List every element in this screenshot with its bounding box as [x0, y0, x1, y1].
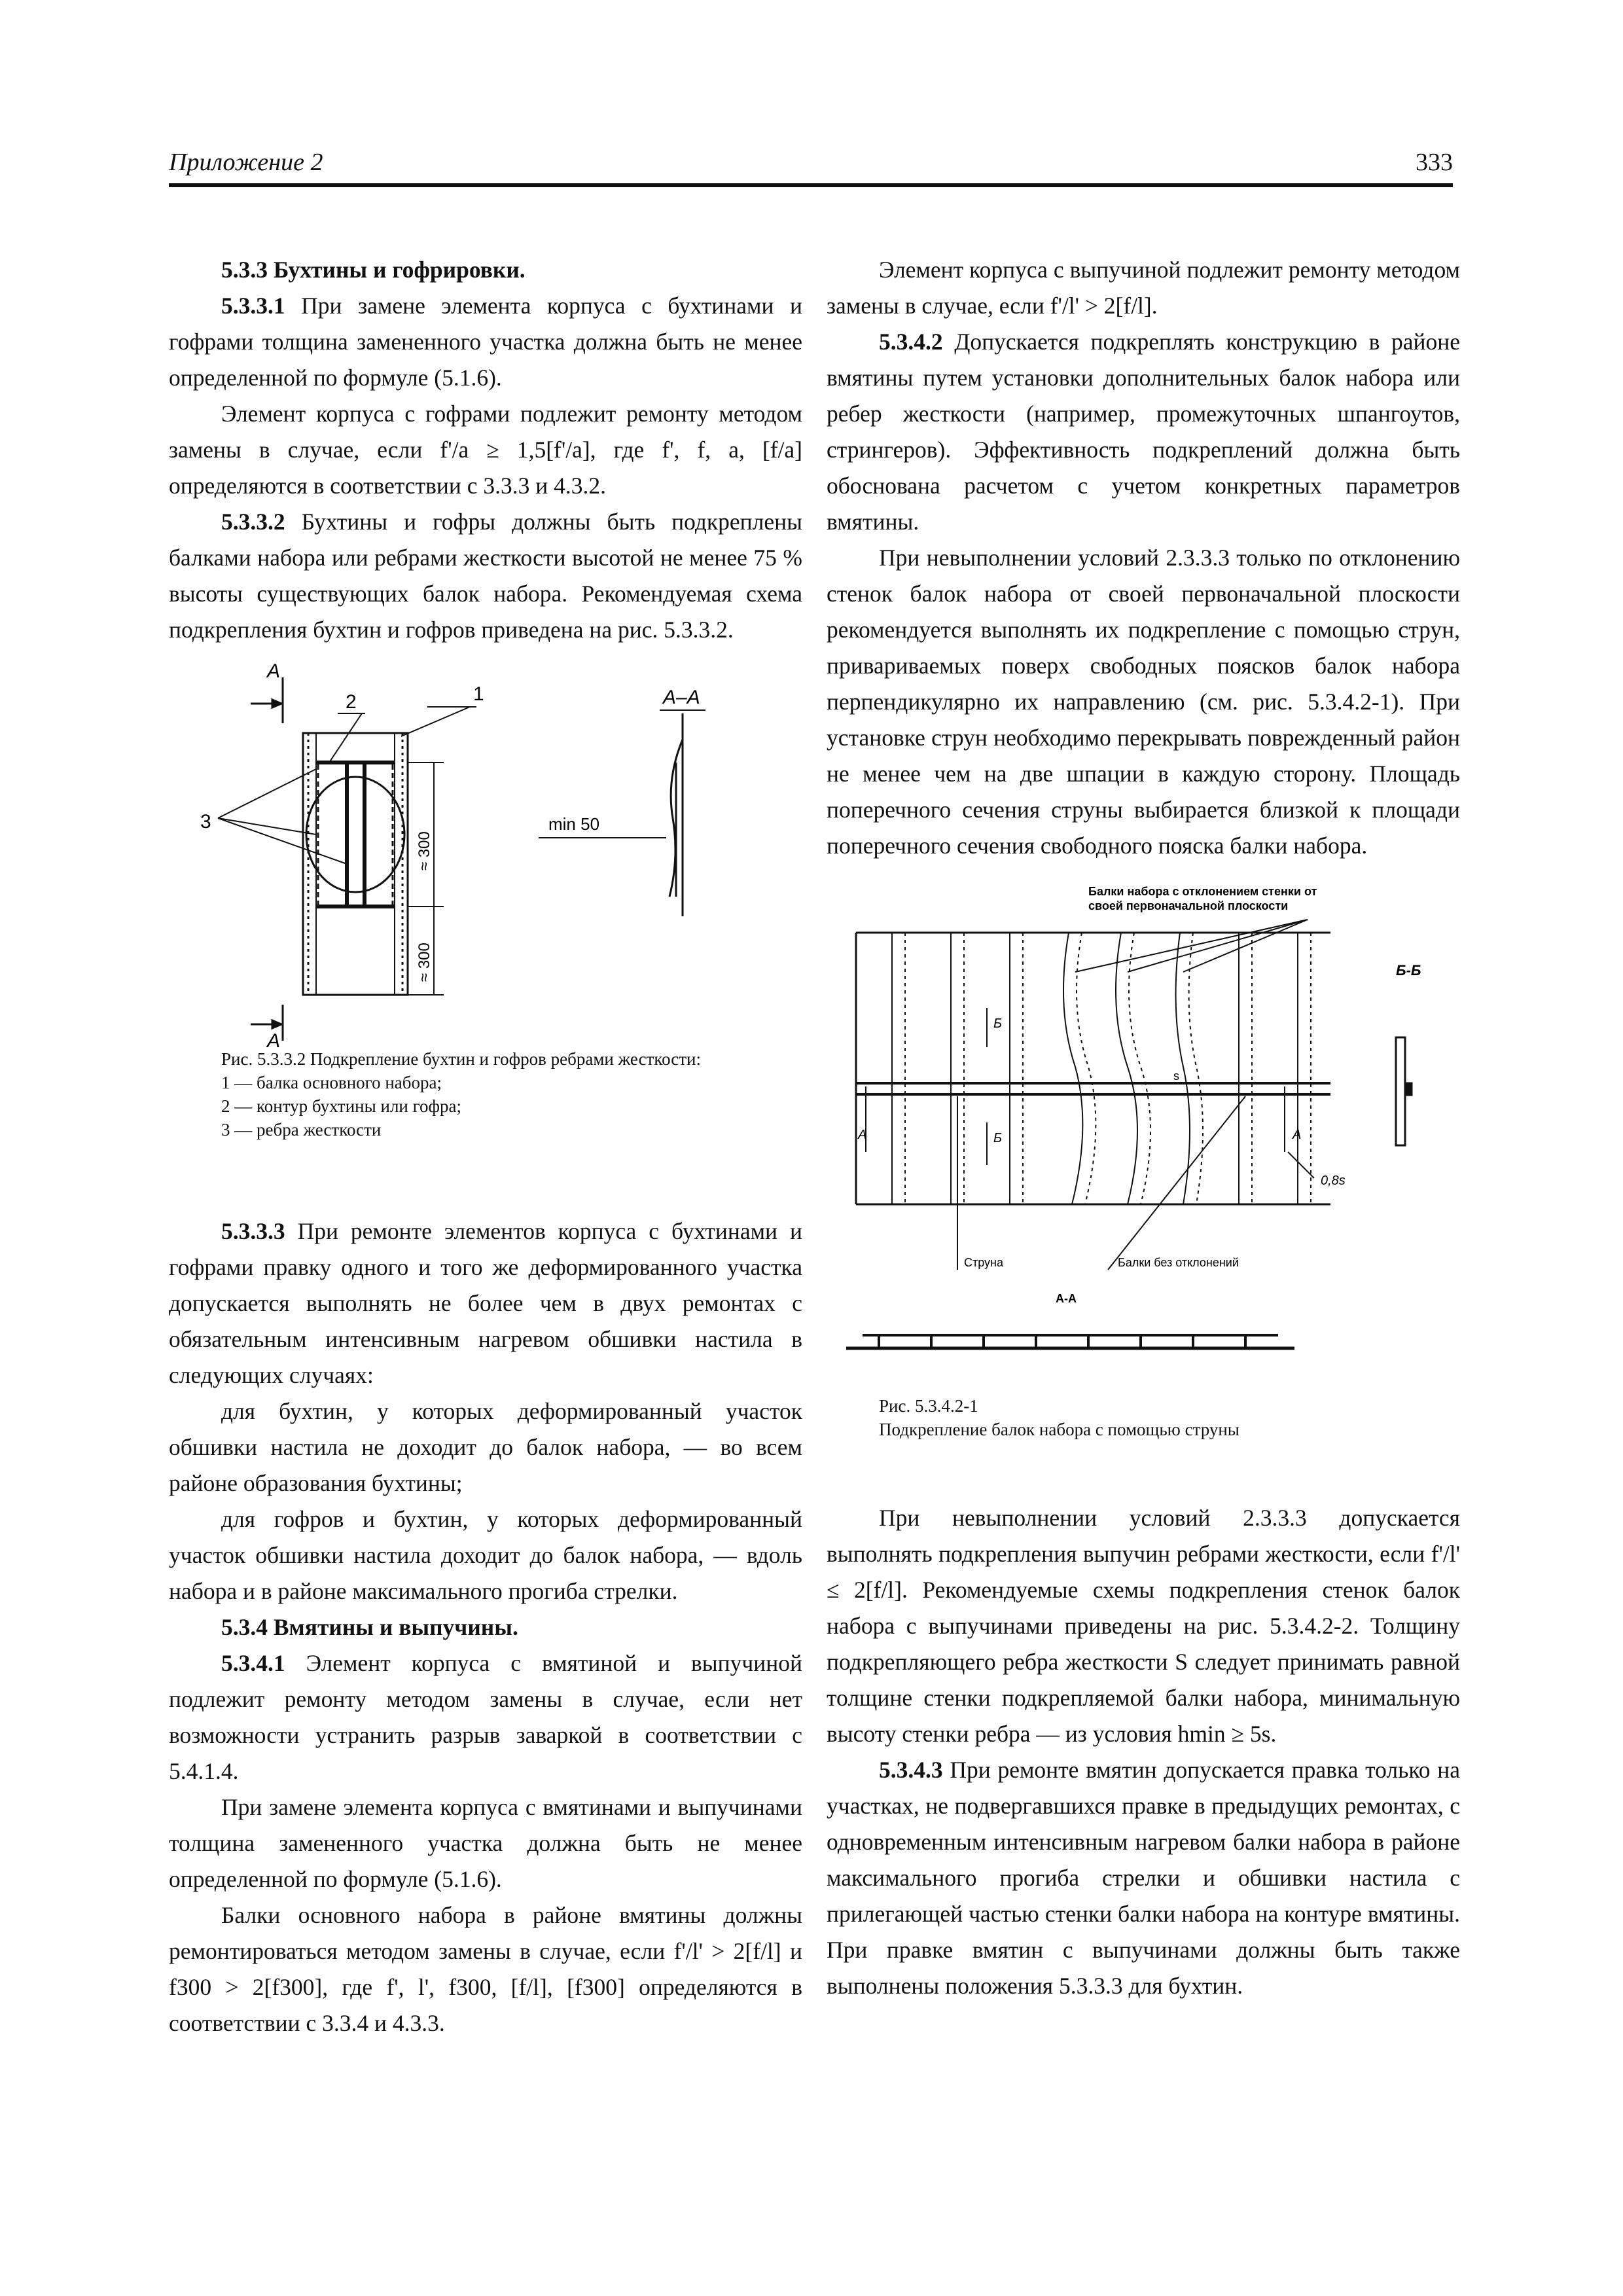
- section-label-aa: А-А: [1056, 1292, 1077, 1305]
- section-label-a-top: А: [267, 660, 281, 682]
- paragraph-vypuchiny-rebra: При невыполнении условий 2.3.3.3 допускается выполнять подкрепления выпучин ребрами жесткости, если f'/l' ≤ 2[f/l]. Рекомендуемые схемы подкрепления стенок балок набора с выпучинами приведены на рис. 5.3.4.2-2. Толщину подкрепляющего ребра жесткости S следует принимать равной толщине стенки подкрепляемой балки набора, минимальную высоту стенки ребра — из условия hmin ≥ 5s.: [827, 1505, 1460, 1747]
- note-line-1: Балки набора с отклонением стенки от: [1088, 885, 1317, 898]
- paragraph-5-3-3-3: 5.3.3.3 При ремонте элементов корпуса с бухтинами и гофрами правку одного и того же деформированного участка допускается выполнять не более чем в двух ремонтах с обязательным интенсивным нагревом обшивки настила в следующих случаях:: [169, 1218, 802, 1388]
- figure-5-3-4-2-1: [827, 877, 1460, 1394]
- caption-line-1: Рис. 5.3.4.2-1: [879, 1396, 978, 1416]
- dimension-300-b: ≈ 300: [416, 942, 433, 982]
- paragraph-5-3-3-1: 5.3.3.1 При замене элемента корпуса с бухтинами и гофрами толщина замененного участка должна быть не менее определенной по формуле (5.1.6).: [169, 293, 802, 391]
- label-struna: Струна: [964, 1256, 1004, 1269]
- paragraph-5-3-3-2: 5.3.3.2 Бухтины и гофры должны быть подкреплены балками набора или ребрами жесткости высотой не менее 75 % высоты существующих балок набора. Рекомендуемая схема подкрепления бухтин и гофров приведена на рис. 5.3.3.2.: [169, 509, 802, 643]
- paragraph-gofry-zamena: Элемент корпуса с гофрами подлежит ремонту методом замены в случае, если f'/a ≥ 1,5[f'/a], где f', f, a, [f/a] определяются в соответствии с 3.3.3 и 4.3.2.: [169, 401, 802, 499]
- header-rule: [169, 183, 1453, 187]
- figure-caption-5-3-3-2: [169, 1047, 802, 1141]
- paragraph-bukhtiny-case: для бухтин, у которых деформированный участок обшивки настила не доходит до балок набора, — во всем районе образования бухтины;: [169, 1398, 802, 1496]
- section-label-aa: А–А: [663, 687, 700, 708]
- running-title: Приложение 2: [169, 149, 323, 176]
- right-column: [827, 252, 1460, 2004]
- callout-2: 2: [346, 691, 357, 713]
- section-heading-5-3-4: 5.3.4 Вмятины и выпучины.: [221, 1614, 518, 1640]
- label-0-8s: 0,8s: [1321, 1174, 1346, 1188]
- section-label-a-right: А: [1293, 1128, 1302, 1142]
- section-heading-5-3-3: 5.3.3 Бухтины и гофрировки.: [221, 257, 526, 283]
- label-balki: Балки без отклонений: [1118, 1256, 1239, 1269]
- paragraph-5-3-4-2: 5.3.4.2 Допускается подкреплять конструкцию в районе вмятины путем установки дополнительных балок набора или ребер жесткости (например, промежуточных шпангоутов, стрингеров). Эффективность подкреплений должна быть обоснована расчетом с учетом конкретных параметров вмятины.: [827, 329, 1460, 535]
- section-label-a-bottom: А: [267, 1030, 281, 1052]
- paragraph-zamena-vmyatiny: При замене элемента корпуса с вмятинами и выпучинами толщина замененного участка должна быть не менее определенной по формуле (5.1.6).: [169, 1794, 802, 1892]
- caption-line-2: Подкрепление балок набора с помощью струны: [879, 1420, 1240, 1439]
- caption-line-3: 2 — контур бухтины или гофра;: [221, 1096, 462, 1116]
- caption-line-1: Рис. 5.3.3.2 Подкрепление бухтин и гофров ребрами жесткости:: [221, 1049, 702, 1069]
- figure-caption-5-3-4-2-1: [827, 1394, 1460, 1441]
- page-header: [169, 143, 1453, 179]
- page-number: 333: [1416, 149, 1453, 176]
- paragraph-5-3-4-1: 5.3.4.1 Элемент корпуса с вмятиной и выпучиной подлежит ремонту методом замены в случае, если нет возможности устранить разрыв заваркой в соответствии с 5.4.1.4.: [169, 1650, 802, 1784]
- paragraph-vypuchina-zamena: Элемент корпуса с выпучиной подлежит ремонту методом замены в случае, если f'/l' > 2[f/l].: [827, 257, 1460, 319]
- callout-1: 1: [473, 683, 484, 705]
- section-label-a-left: А: [858, 1128, 867, 1142]
- dimension-300-a: ≈ 300: [416, 831, 433, 870]
- section-label-bb: Б-Б: [1396, 962, 1421, 978]
- label-s: s: [1173, 1069, 1179, 1083]
- section-label-b-bottom: Б: [993, 1131, 1003, 1145]
- dimension-min-50: min 50: [548, 814, 600, 834]
- left-column: [169, 252, 802, 2041]
- caption-line-4: 3 — ребра жесткости: [221, 1120, 382, 1139]
- section-label-b-top: Б: [993, 1016, 1003, 1031]
- note-line-2: своей первоначальной плоскости: [1088, 899, 1289, 912]
- figure-5-3-3-2: [169, 648, 802, 1052]
- paragraph-gofry-case: для гофров и бухтин, у которых деформированный участок обшивки настила доходит до балок набора, — вдоль набора и в районе максимального прогиба стрелки.: [169, 1506, 802, 1604]
- callout-3: 3: [200, 811, 211, 833]
- paragraph-struny: При невыполнении условий 2.3.3.3 только по отклонению стенок балок набора от своей первоначальной плоскости рекомендуется выполнять их подкрепление с помощью струн, привариваемых поверх свободных поясков балок набора перпендикулярно их направлению (см. рис. 5.3.4.2-1). При установке струн необходимо перекрывать поврежденный район не менее чем на две шпации в каждую сторону. Площадь поперечного сечения струны выбирается близкой к площади поперечного сечения свободного пояска балки набора.: [827, 545, 1460, 859]
- paragraph-5-3-4-3: 5.3.4.3 При ремонте вмятин допускается правка только на участках, не подвергавшихся правке в предыдущих ремонтах, с одновременным интенсивным нагревом балки набора в районе максимального прогиба стрелки и обшивки настила с прилегающей частью стенки балки набора на контуре вмятины. При правке вмятин с выпучинами должны быть также выполнены положения 5.3.3.3 для бухтин.: [827, 1757, 1460, 1999]
- caption-line-2: 1 — балка основного набора;: [221, 1073, 442, 1092]
- paragraph-balki-zamena: Балки основного набора в районе вмятины должны ремонтироваться методом замены в случае, если f'/l' > 2[f/l] и f300 > 2[f300], где f', l', f300, [f/l], [f300] определяются в соответствии с 3.3.4 и 4.3.3.: [169, 1902, 802, 2036]
